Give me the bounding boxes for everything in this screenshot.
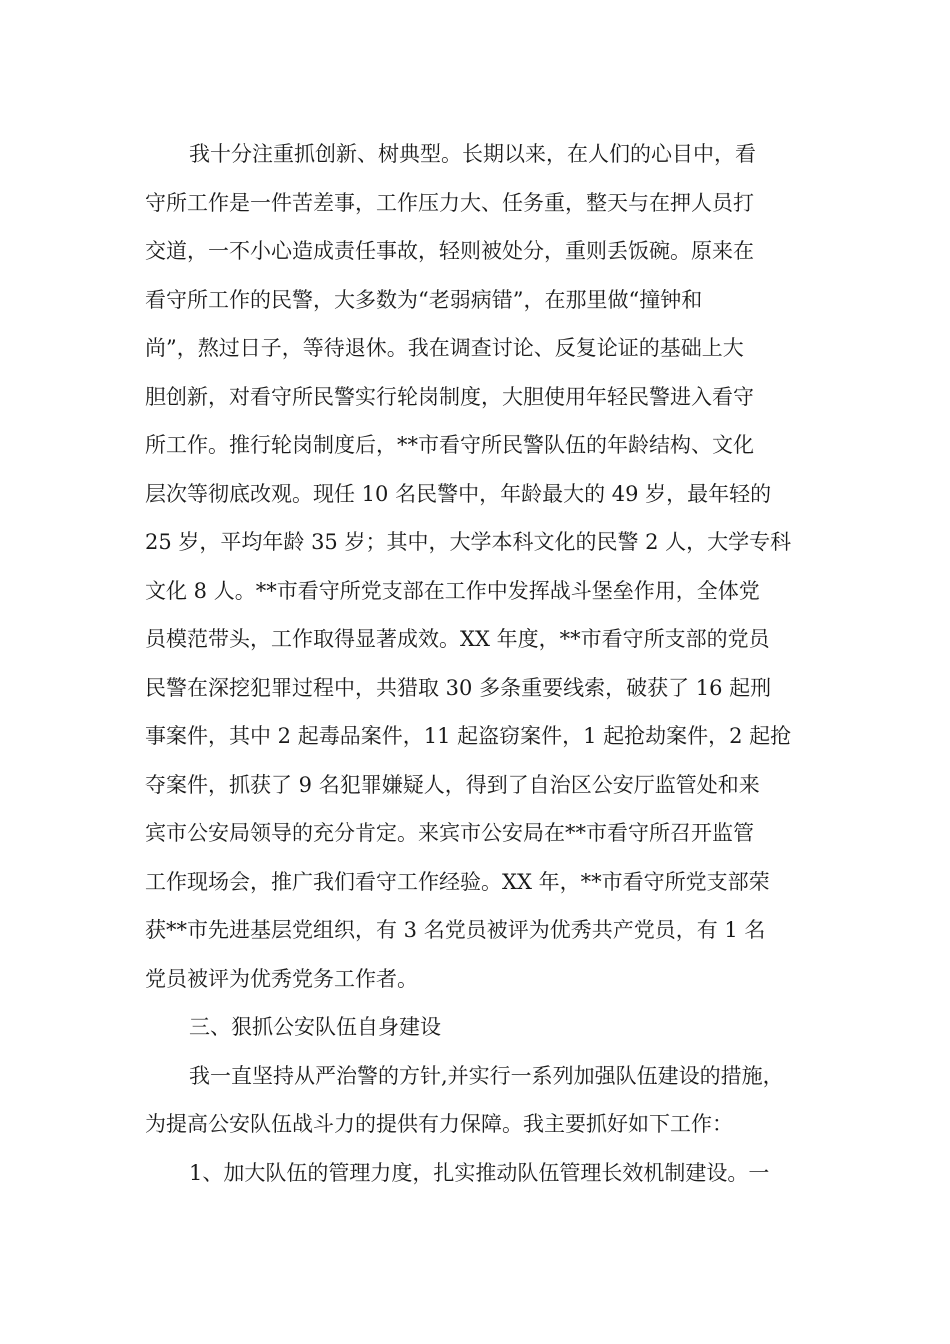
- paragraph-line: 党员被评为优秀党务工作者。: [145, 966, 418, 991]
- paragraph-line: 我十分注重抓创新、树典型。长期以来，在人们的心目中，看: [189, 142, 756, 166]
- paragraph-line: 民警在深挖犯罪过程中，共猎取 30 多条重要线索，破获了 16 起刑: [145, 675, 772, 700]
- paragraph-line: 获**市先进基层党组织，有 3 名党员被评为优秀共产党员，有 1 名: [145, 918, 766, 942]
- paragraph-line: 所工作。推行轮岗制度后，**市看守所民警队伍的年龄结构、文化: [145, 433, 754, 457]
- paragraph-line: 25 岁，平均年龄 35 岁；其中，大学本科文化的民警 2 人，大学专科: [145, 530, 792, 554]
- paragraph-line: 宾市公安局领导的充分肯定。来宾市公安局在**市看守所召开监管: [145, 821, 754, 845]
- document-body: [145, 130, 810, 1197]
- paragraph-line: 层次等彻底改观。现任 10 名民警中，年龄最大的 49 岁，最年轻的: [145, 481, 772, 506]
- paragraph-line: 看守所工作的民警，大多数为“老弱病错”，在那里做“撞钟和: [145, 287, 703, 312]
- paragraph-line: 夺案件，抓获了 9 名犯罪嫌疑人，得到了自治区公安厅监管处和来: [145, 772, 760, 797]
- paragraph-line: 交道，一不小心造成责任事故，轻则被处分，重则丢饭碗。原来在: [145, 239, 754, 263]
- paragraph-line: 工作现场会，推广我们看守工作经验。XX 年，**市看守所党支部荣: [145, 869, 770, 894]
- paragraph-line: 文化 8 人。**市看守所党支部在工作中发挥战斗堡垒作用，全体党: [145, 578, 760, 603]
- section-heading: 三、狠抓公安队伍自身建设: [189, 1015, 441, 1039]
- paragraph-line: 我一直坚持从严治警的方针,并实行一系列加强队伍建设的措施，: [189, 1063, 784, 1088]
- paragraph-line: 事案件，其中 2 起毒品案件，11 起盗窃案件，1 起抢劫案件，2 起抢: [145, 724, 792, 748]
- paragraph-line: 为提高公安队伍战斗力的提供有力保障。我主要抓好如下工作：: [145, 1112, 733, 1136]
- list-item-line: 1、加大队伍的管理力度，扎实推动队伍管理长效机制建设。一: [189, 1160, 770, 1185]
- paragraph-line: 员模范带头，工作取得显著成效。XX 年度，**市看守所支部的党员: [145, 627, 770, 651]
- paragraph-line: 胆创新，对看守所民警实行轮岗制度，大胆使用年轻民警进入看守: [145, 384, 754, 409]
- paragraph-line: 尚”，熬过日子，等待退休。我在调查讨论、反复论证的基础上大: [145, 336, 744, 360]
- paragraph-line: 守所工作是一件苦差事，工作压力大、任务重，整天与在押人员打: [145, 190, 754, 215]
